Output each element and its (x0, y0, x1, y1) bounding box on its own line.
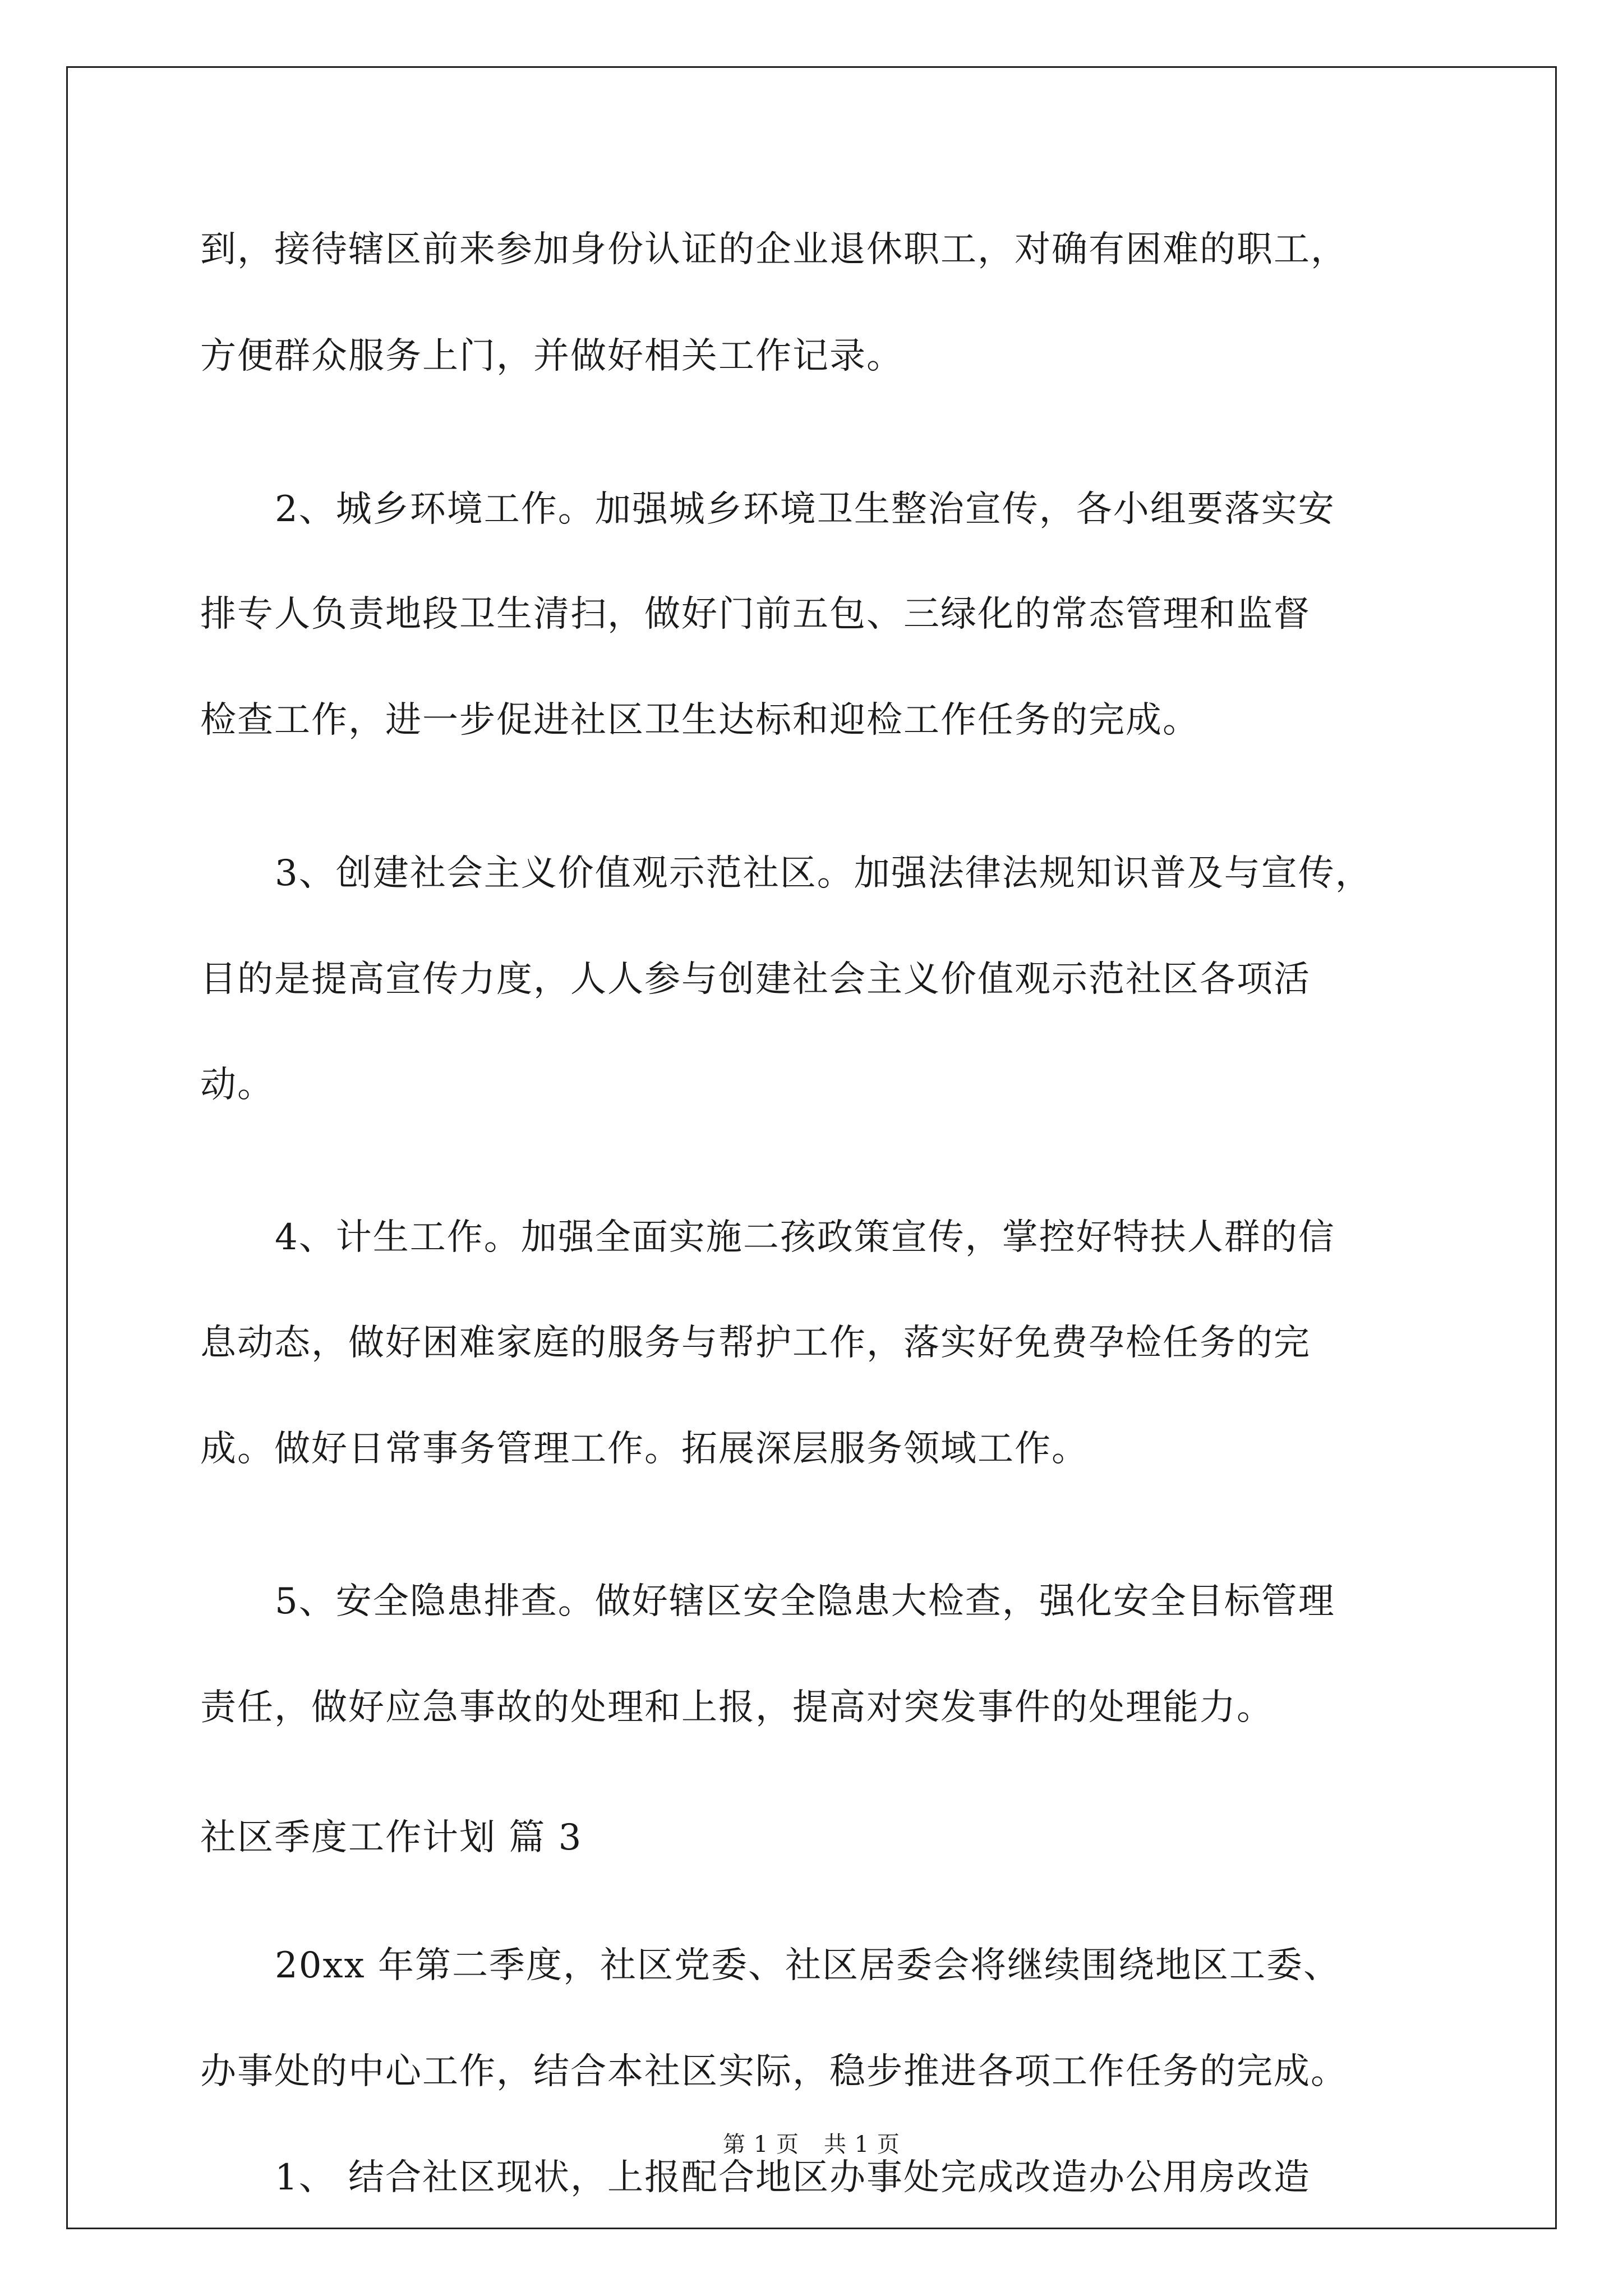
section-item-1-line-1: 1、 结合社区现状，上报配合地区办事处完成改造办公用房改造 (275, 2157, 1311, 2198)
footer-page-total: 共 1 页 (824, 2132, 900, 2157)
item-2-line-2: 排专人负责地段卫生清扫，做好门前五包、三绿化的常态管理和监督 (200, 593, 1311, 635)
body-line-1: 到，接待辖区前来参加身份认证的企业退休职工，对确有困难的职工， (200, 229, 1348, 270)
page-frame (66, 66, 1557, 2229)
item-3-line-1: 3、创建社会主义价值观示范社区。加强法律法规知识普及与宣传， (275, 853, 1372, 894)
section-heading: 社区季度工作计划 篇 3 (200, 1817, 583, 1858)
section-intro-line-1: 20xx 年第二季度，社区党委、社区居委会将继续围绕地区工委、 (275, 1945, 1340, 1986)
item-4-line-3: 成。做好日常事务管理工作。拓展深层服务领域工作。 (200, 1428, 1089, 1470)
item-3-line-2: 目的是提高宣传力度，人人参与创建社会主义价值观示范社区各项活 (200, 959, 1311, 1000)
page-footer (0, 2131, 1623, 2159)
item-4-line-1: 4、计生工作。加强全面实施二孩政策宣传，掌控好特扶人群的信 (275, 1217, 1335, 1258)
item-5-line-2: 责任，做好应急事故的处理和上报，提高对突发事件的处理能力。 (200, 1687, 1274, 1728)
item-5-line-1: 5、安全隐患排查。做好辖区安全隐患大检查，强化安全目标管理 (275, 1581, 1335, 1622)
section-intro-line-2: 办事处的中心工作，结合本社区实际，稳步推进各项工作任务的完成。 (200, 2051, 1348, 2092)
item-2-line-1: 2、城乡环境工作。加强城乡环境卫生整治宣传，各小组要落实安 (275, 489, 1335, 530)
item-2-line-3: 检查工作，进一步促进社区卫生达标和迎检工作任务的完成。 (200, 700, 1200, 741)
item-4-line-2: 息动态，做好困难家庭的服务与帮护工作，落实好免费孕检任务的完 (200, 1322, 1311, 1364)
body-line-2: 方便群众服务上门，并做好相关工作记录。 (200, 335, 903, 377)
item-3-line-3: 动。 (200, 1064, 274, 1106)
footer-page-number: 第 1 页 (723, 2132, 799, 2157)
